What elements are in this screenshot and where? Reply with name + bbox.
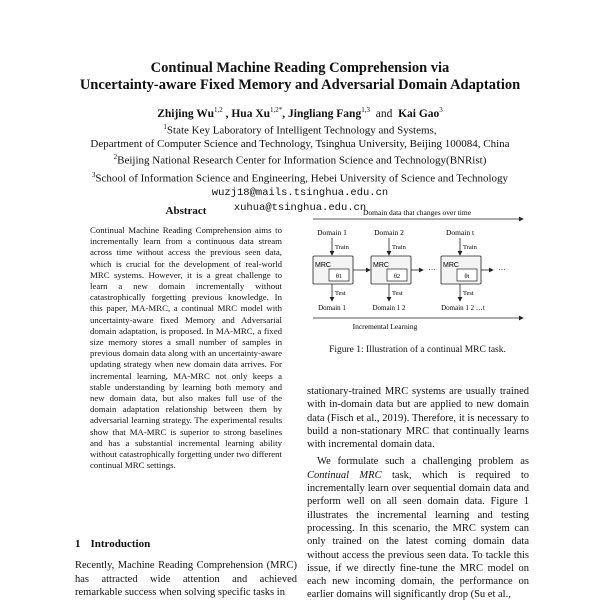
incremental-learning-label: Incremental Learning [352,322,418,331]
test-label: Test [335,290,346,297]
affiliation-line [0,138,600,152]
test-label: Test [463,290,474,297]
author-name: Zhijing Wu [157,107,214,120]
author-affil-mark: 1,2* [270,106,283,114]
mrc-label: MRC [373,262,389,269]
email-address[interactable]: wuzj18@mails.tsinghua.edu.cn [211,186,389,199]
mrc-label: MRC [315,262,331,269]
title-line-2: Uncertainty-aware Fixed Memory and Adversarial Domain Adaptation [79,77,521,93]
author-name: Kai Gao [398,107,440,120]
parameter-label: θt [464,273,470,280]
affiliation-text: State Key Laboratory of Intelligent Technology and Systems, [166,124,437,137]
test-domain-label: Domain 1 2 [372,304,406,312]
train-label: Train [392,244,406,251]
affil-mark: 2 [113,153,118,162]
parameter-label: θ1 [335,273,343,280]
right-column-text [307,385,529,606]
affiliation-text: Department of Computer Science and Technology, Tsinghua University, Beijing 100084, China [90,137,510,150]
abstract-heading: Abstract [165,205,207,217]
domain-label: Domain 2 [374,228,404,237]
figure-diagram [305,205,530,345]
paragraph: stationary-trained MRC systems are usually trained with in-domain data but are applied to new domain data (Fisch et al., 2019). Therefore, it is necessary to build a non-stationary MRC that continually learns with incremental domain data. [307,386,529,451]
figure-continual-mrc [305,205,530,355]
affil-mark: 1 [163,122,167,131]
affiliation-line [0,121,600,138]
emphasis-term: Continual MRC [307,469,382,481]
affiliation-text: Beijing National Research Center for Information Science and Technology(BNRist) [117,155,487,168]
domain-label: Domain 1 [317,228,347,237]
email-address[interactable]: xuhua@tsinghua.edu.cn [233,201,367,214]
paper-title [0,60,600,94]
section-number: 1 [75,538,81,550]
domain-label: Domain t [445,228,475,237]
ellipsis: ··· [498,266,506,274]
intro-text: Recently, Machine Reading Comprehension (MRC) has attracted wide attention and achieved remarkable success when solving specific tasks in [75,560,297,598]
affil-mark: 3 [91,170,96,179]
section-title: Introduction [90,538,151,550]
author-list: Zhijing Wu$^{1,2}$ , Hua $Xu^{1,2*}$, Jingliang Fang$^{1,3}$ and Kai Gao$^3$ [157,106,443,120]
title-line-1: Continual Machine Reading Comprehension via [150,60,450,76]
author-affil-mark: 3 [439,106,443,114]
mrc-label: MRC [443,262,459,269]
introduction-section [75,538,297,600]
author-and: and [375,107,393,120]
abstract-section [90,205,282,471]
test-label: Test [392,290,403,297]
test-domain-label: Domain 1 [318,304,346,312]
paragraph [307,455,529,601]
figure-caption: Figure 1: Illustration of a continual MRC task. [329,345,506,355]
paragraph-text: We formulate such a challenging problem as [317,456,529,468]
ellipsis: ··· [428,266,436,274]
paragraph-text: task, which is required to incrementally learn over sequential domain data and perform well on all seen domain data. Figure 1 illustrates the incremental learning and testing processing. In this scenario, the MRC system can only trained on the latest coming domain data without access the previous seen data. To tackle this issue, if we directly fine-tune the MRC model on each new incoming domain, the performance on earlier domains will significantly drop (Su et al., [307,469,530,601]
author-affil-mark: 1,3 [361,106,370,114]
author-name: Hua Xu [231,107,271,120]
section-heading [75,538,297,550]
affiliation-line [0,151,600,168]
train-label: Train [463,244,477,251]
paper-header [0,60,600,216]
author-affil-mark: 1,2 [213,106,223,114]
abstract-text: Continual Machine Reading Comprehension aims to incrementally learn from a continuous data stream across time without access the previous seen data, which is crucial for the development of real-world MRC systems. However, it is a great challenge to learn a new domain incrementally without catastrophically forgetting previous knowledge. In this paper, MA-MRC, a continual MRC model with uncertainty-aware fixed Memory and Adversarial domain adaptation, is proposed. In MA-MRC, a fixed size memory stores a small number of samples in previous domain data along with an uncertainty-aware updating strategy when new domain data arrives. For incremental learning, MA-MRC not only keeps a stable understanding by learning both memory and new domain data, but also makes full use of the domain adaptation relationship between them by adversarial learning strategy. The experimental results show that MA-MRC is superior to strong baselines and has a substantial incremental learning ability without catastrophically forgetting under two different continual MRC settings. [90,225,282,471]
author-name: Jingliang Fang [288,107,362,120]
test-domain-label: Domain 1 2 …t [441,304,485,312]
parameter-label: θ2 [393,273,401,280]
affiliation-text: School of Information Science and Engineering, Hebei University of Science and Technology [95,172,509,185]
train-label: Train [335,244,349,251]
figure-top-label: Domain data that changes over time [362,208,472,217]
affiliation-line [0,169,600,186]
